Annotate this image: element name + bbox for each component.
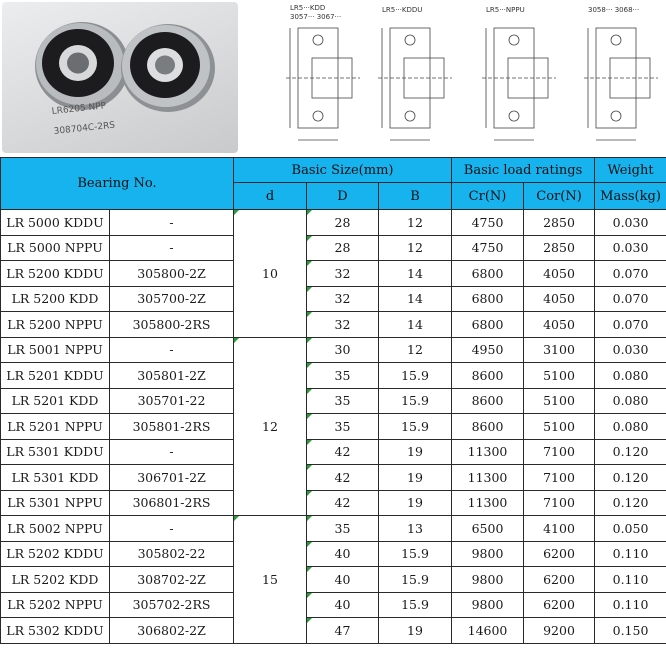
cell-alt-number: - (110, 235, 234, 261)
header-cr: Cr(N) (452, 183, 524, 210)
cell-alt-number: 305801-2RS (110, 414, 234, 440)
cell-cor: 7100 (524, 465, 595, 491)
cell-cor: 6200 (524, 567, 595, 593)
header-cor: Cor(N) (524, 183, 595, 210)
cell-cor: 3100 (524, 337, 595, 363)
cell-model: LR 5200 NPPU (1, 312, 110, 338)
cell-d: 42 (307, 439, 379, 465)
cell-alt-number: 308702-2Z (110, 567, 234, 593)
cell-mass: 0.050 (595, 516, 666, 542)
cell-cor: 5100 (524, 388, 595, 414)
drawing-3-title: LR5···NPPU (486, 6, 525, 14)
cell-cr: 6800 (452, 286, 524, 312)
cell-b: 14 (379, 312, 452, 338)
drawing-3-ball-top (509, 35, 519, 45)
header-basic-size: Basic Size(mm) (234, 158, 452, 183)
cell-cr: 4750 (452, 210, 524, 236)
cell-b: 19 (379, 465, 452, 491)
drawing-1-subtitle: 3057··· 3067··· (290, 13, 342, 21)
drawing-4-ball-top (611, 35, 621, 45)
cell-cor: 6200 (524, 541, 595, 567)
cell-model: LR 5302 KDDU (1, 618, 110, 644)
cell-b: 13 (379, 516, 452, 542)
cell-mass: 0.110 (595, 592, 666, 618)
cell-alt-number: 305800-2Z (110, 261, 234, 287)
cell-model: LR 5202 KDDU (1, 541, 110, 567)
drawing-4-title: 3058··· 3068··· (588, 6, 640, 14)
technical-drawings (262, 0, 666, 157)
cell-d: 42 (307, 465, 379, 491)
table-row (1, 465, 666, 491)
header-load-ratings: Basic load ratings (452, 158, 595, 183)
table-row (1, 261, 666, 287)
table-row (1, 388, 666, 414)
photo-label-1: LR6205 NPP (51, 101, 107, 117)
cell-cor: 4050 (524, 261, 595, 287)
cell-cor: 2850 (524, 210, 595, 236)
cell-cr: 9800 (452, 567, 524, 593)
cell-d: 35 (307, 363, 379, 389)
cell-cor: 7100 (524, 490, 595, 516)
cell-b: 15.9 (379, 592, 452, 618)
photo-label-2: 308704C-2RS (53, 120, 116, 137)
cell-b: 15.9 (379, 541, 452, 567)
cell-d: 40 (307, 592, 379, 618)
table-row (1, 567, 666, 593)
header-B: B (379, 183, 452, 210)
cell-d: 32 (307, 312, 379, 338)
cell-d: 35 (307, 414, 379, 440)
cell-model: LR 5301 KDDU (1, 439, 110, 465)
table-row (1, 363, 666, 389)
cell-cr: 11300 (452, 490, 524, 516)
cell-cr: 9800 (452, 541, 524, 567)
cell-cr: 6800 (452, 312, 524, 338)
cell-d: 35 (307, 388, 379, 414)
drawing-3-ball-bottom (509, 111, 519, 121)
drawing-4-ball-bottom (611, 111, 621, 121)
cell-model: LR 5000 NPPU (1, 235, 110, 261)
cell-bore-d: 10 (234, 210, 307, 338)
cell-model: LR 5200 KDDU (1, 261, 110, 287)
product-photo (2, 2, 238, 153)
table-row (1, 210, 666, 236)
right-bearing (121, 24, 215, 112)
cell-cor: 9200 (524, 618, 595, 644)
cell-model: LR 5201 NPPU (1, 414, 110, 440)
cell-mass: 0.080 (595, 363, 666, 389)
table-row (1, 439, 666, 465)
cell-b: 15.9 (379, 363, 452, 389)
cell-b: 12 (379, 337, 452, 363)
table-row (1, 312, 666, 338)
table-row (1, 541, 666, 567)
cell-model: LR 5202 NPPU (1, 592, 110, 618)
cell-model: LR 5202 KDD (1, 567, 110, 593)
cell-cor: 5100 (524, 414, 595, 440)
cell-d: 28 (307, 210, 379, 236)
cell-cor: 5100 (524, 363, 595, 389)
cell-mass: 0.120 (595, 439, 666, 465)
cell-cr: 8600 (452, 388, 524, 414)
cell-cr: 9800 (452, 592, 524, 618)
cell-model: LR 5201 KDDU (1, 363, 110, 389)
cell-cor: 4100 (524, 516, 595, 542)
cell-b: 14 (379, 261, 452, 287)
table-row (1, 516, 666, 542)
cell-cr: 6500 (452, 516, 524, 542)
cell-model: LR 5301 KDD (1, 465, 110, 491)
cell-b: 12 (379, 235, 452, 261)
cell-alt-number: 305701-22 (110, 388, 234, 414)
cell-b: 12 (379, 210, 452, 236)
cell-d: 32 (307, 261, 379, 287)
table-row (1, 337, 666, 363)
cell-model: LR 5001 NPPU (1, 337, 110, 363)
drawing-1-title: LR5···KDD (290, 4, 326, 12)
cell-mass: 0.070 (595, 312, 666, 338)
table-row (1, 414, 666, 440)
cell-cr: 11300 (452, 465, 524, 491)
cell-alt-number: - (110, 337, 234, 363)
cell-cr: 6800 (452, 261, 524, 287)
header-bearing-no: Bearing No. (1, 158, 234, 210)
cell-alt-number: 305700-2Z (110, 286, 234, 312)
cell-model: LR 5000 KDDU (1, 210, 110, 236)
table-row (1, 618, 666, 644)
cell-mass: 0.080 (595, 414, 666, 440)
table-row (1, 286, 666, 312)
cell-d: 28 (307, 235, 379, 261)
drawing-1-ball-top (313, 35, 323, 45)
cell-bore-d: 12 (234, 337, 307, 516)
header-weight: Weight (595, 158, 666, 183)
cell-b: 14 (379, 286, 452, 312)
cell-mass: 0.080 (595, 388, 666, 414)
cell-model: LR 5002 NPPU (1, 516, 110, 542)
cell-d: 32 (307, 286, 379, 312)
cell-mass: 0.150 (595, 618, 666, 644)
cell-cr: 8600 (452, 363, 524, 389)
cell-alt-number: 305800-2RS (110, 312, 234, 338)
cell-cor: 4050 (524, 312, 595, 338)
table-row (1, 592, 666, 618)
cell-cr: 4950 (452, 337, 524, 363)
drawing-2-ball-bottom (405, 111, 415, 121)
cell-alt-number: - (110, 516, 234, 542)
cell-cr: 11300 (452, 439, 524, 465)
drawings-svg (262, 0, 666, 157)
cell-b: 15.9 (379, 414, 452, 440)
header-d: d (234, 183, 307, 210)
cell-b: 15.9 (379, 388, 452, 414)
cell-mass: 0.070 (595, 286, 666, 312)
cell-mass: 0.120 (595, 465, 666, 491)
left-bearing (35, 22, 129, 110)
cell-model: LR 5200 KDD (1, 286, 110, 312)
cell-alt-number: - (110, 439, 234, 465)
cell-bore-d: 15 (234, 516, 307, 644)
cell-mass: 0.070 (595, 261, 666, 287)
cell-mass: 0.030 (595, 337, 666, 363)
cell-model: LR 5201 KDD (1, 388, 110, 414)
bearing-spec-table (0, 157, 666, 644)
cell-alt-number: 306802-2Z (110, 618, 234, 644)
table-row (1, 235, 666, 261)
cell-mass: 0.120 (595, 490, 666, 516)
cell-d: 40 (307, 541, 379, 567)
cell-b: 19 (379, 439, 452, 465)
cell-alt-number: 306801-2RS (110, 490, 234, 516)
table-row (1, 490, 666, 516)
cell-mass: 0.110 (595, 567, 666, 593)
cell-mass: 0.030 (595, 210, 666, 236)
cell-alt-number: 305801-2Z (110, 363, 234, 389)
cell-alt-number: 306701-2Z (110, 465, 234, 491)
cell-d: 30 (307, 337, 379, 363)
cell-d: 42 (307, 490, 379, 516)
table-body (1, 210, 666, 644)
cell-alt-number: 305702-2RS (110, 592, 234, 618)
cell-alt-number: - (110, 210, 234, 236)
header-D: D (307, 183, 379, 210)
cell-cor: 4050 (524, 286, 595, 312)
cell-mass: 0.110 (595, 541, 666, 567)
cell-b: 19 (379, 618, 452, 644)
drawing-2-title: LR5···KDDU (382, 6, 423, 14)
cell-d: 35 (307, 516, 379, 542)
bearing-photo-illustration (2, 2, 238, 153)
cell-b: 19 (379, 490, 452, 516)
cell-d: 47 (307, 618, 379, 644)
drawing-2-ball-top (405, 35, 415, 45)
cell-cr: 8600 (452, 414, 524, 440)
cell-cr: 4750 (452, 235, 524, 261)
cell-cor: 6200 (524, 592, 595, 618)
cell-model: LR 5301 NPPU (1, 490, 110, 516)
cell-cor: 2850 (524, 235, 595, 261)
drawing-1-ball-bottom (313, 111, 323, 121)
header-mass: Mass(kg) (595, 183, 666, 210)
product-header (0, 0, 666, 157)
cell-cr: 14600 (452, 618, 524, 644)
cell-cor: 7100 (524, 439, 595, 465)
cell-b: 15.9 (379, 567, 452, 593)
cell-alt-number: 305802-22 (110, 541, 234, 567)
cell-mass: 0.030 (595, 235, 666, 261)
cell-d: 40 (307, 567, 379, 593)
